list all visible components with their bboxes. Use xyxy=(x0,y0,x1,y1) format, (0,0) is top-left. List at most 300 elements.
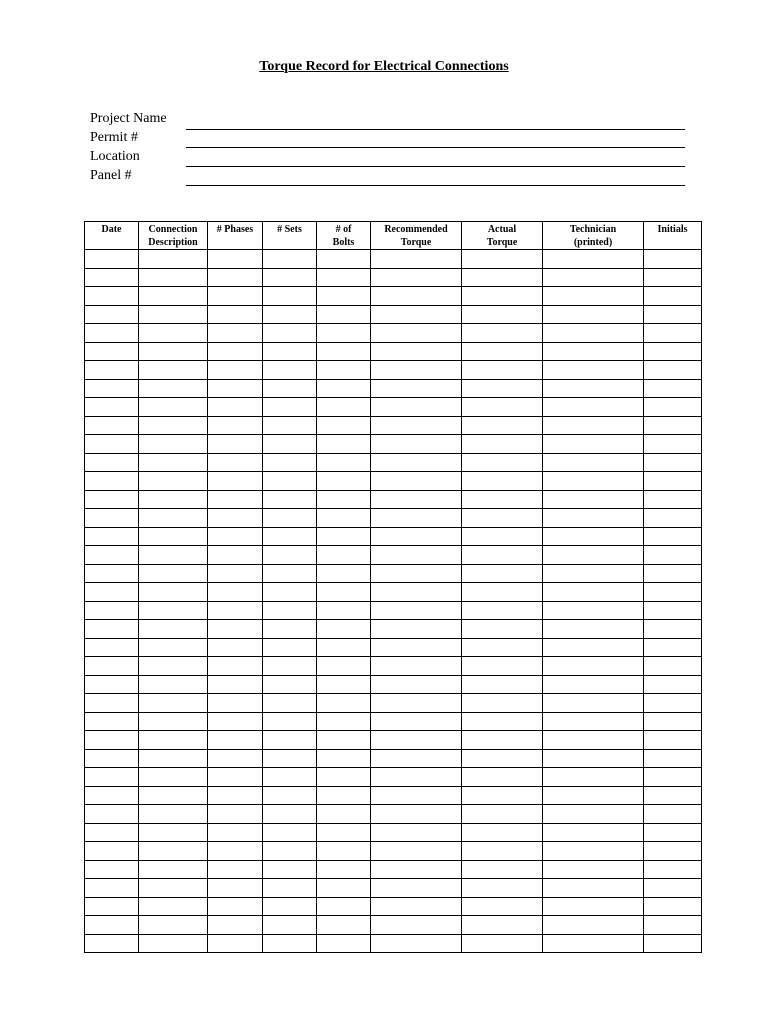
cell-initials[interactable] xyxy=(644,250,702,269)
cell-date[interactable] xyxy=(85,897,139,916)
cell-technician[interactable] xyxy=(543,583,644,602)
cell-bolts[interactable] xyxy=(317,398,371,417)
cell-technician[interactable] xyxy=(543,786,644,805)
cell-bolts[interactable] xyxy=(317,453,371,472)
cell-sets[interactable] xyxy=(263,657,317,676)
cell-actual-torque[interactable] xyxy=(462,879,543,898)
cell-actual-torque[interactable] xyxy=(462,287,543,306)
cell-date[interactable] xyxy=(85,805,139,824)
cell-bolts[interactable] xyxy=(317,324,371,343)
cell-technician[interactable] xyxy=(543,435,644,454)
cell-phases[interactable] xyxy=(208,416,263,435)
cell-actual-torque[interactable] xyxy=(462,324,543,343)
cell-sets[interactable] xyxy=(263,712,317,731)
panel-input-line[interactable] xyxy=(186,185,685,186)
cell-connection-description[interactable] xyxy=(139,786,208,805)
cell-phases[interactable] xyxy=(208,472,263,491)
cell-initials[interactable] xyxy=(644,305,702,324)
cell-actual-torque[interactable] xyxy=(462,934,543,953)
cell-technician[interactable] xyxy=(543,768,644,787)
cell-connection-description[interactable] xyxy=(139,694,208,713)
cell-actual-torque[interactable] xyxy=(462,250,543,269)
cell-phases[interactable] xyxy=(208,527,263,546)
cell-phases[interactable] xyxy=(208,490,263,509)
cell-bolts[interactable] xyxy=(317,472,371,491)
cell-phases[interactable] xyxy=(208,879,263,898)
cell-connection-description[interactable] xyxy=(139,823,208,842)
cell-date[interactable] xyxy=(85,342,139,361)
cell-sets[interactable] xyxy=(263,675,317,694)
cell-phases[interactable] xyxy=(208,675,263,694)
cell-technician[interactable] xyxy=(543,749,644,768)
cell-date[interactable] xyxy=(85,694,139,713)
cell-sets[interactable] xyxy=(263,731,317,750)
cell-sets[interactable] xyxy=(263,638,317,657)
cell-connection-description[interactable] xyxy=(139,749,208,768)
cell-initials[interactable] xyxy=(644,638,702,657)
cell-actual-torque[interactable] xyxy=(462,546,543,565)
cell-initials[interactable] xyxy=(644,527,702,546)
cell-bolts[interactable] xyxy=(317,916,371,935)
cell-sets[interactable] xyxy=(263,268,317,287)
cell-sets[interactable] xyxy=(263,823,317,842)
cell-actual-torque[interactable] xyxy=(462,712,543,731)
cell-date[interactable] xyxy=(85,583,139,602)
cell-technician[interactable] xyxy=(543,546,644,565)
cell-technician[interactable] xyxy=(543,842,644,861)
cell-bolts[interactable] xyxy=(317,657,371,676)
cell-sets[interactable] xyxy=(263,601,317,620)
cell-technician[interactable] xyxy=(543,490,644,509)
cell-phases[interactable] xyxy=(208,694,263,713)
cell-bolts[interactable] xyxy=(317,620,371,639)
cell-initials[interactable] xyxy=(644,694,702,713)
cell-recommended-torque[interactable] xyxy=(371,527,462,546)
cell-bolts[interactable] xyxy=(317,527,371,546)
cell-bolts[interactable] xyxy=(317,435,371,454)
cell-recommended-torque[interactable] xyxy=(371,749,462,768)
cell-sets[interactable] xyxy=(263,564,317,583)
cell-initials[interactable] xyxy=(644,416,702,435)
cell-actual-torque[interactable] xyxy=(462,453,543,472)
cell-technician[interactable] xyxy=(543,564,644,583)
cell-initials[interactable] xyxy=(644,786,702,805)
cell-connection-description[interactable] xyxy=(139,546,208,565)
cell-connection-description[interactable] xyxy=(139,620,208,639)
cell-actual-torque[interactable] xyxy=(462,601,543,620)
cell-recommended-torque[interactable] xyxy=(371,305,462,324)
cell-recommended-torque[interactable] xyxy=(371,860,462,879)
cell-sets[interactable] xyxy=(263,768,317,787)
cell-date[interactable] xyxy=(85,305,139,324)
cell-recommended-torque[interactable] xyxy=(371,472,462,491)
cell-sets[interactable] xyxy=(263,342,317,361)
cell-sets[interactable] xyxy=(263,472,317,491)
cell-recommended-torque[interactable] xyxy=(371,324,462,343)
cell-recommended-torque[interactable] xyxy=(371,786,462,805)
cell-initials[interactable] xyxy=(644,268,702,287)
cell-recommended-torque[interactable] xyxy=(371,934,462,953)
cell-connection-description[interactable] xyxy=(139,379,208,398)
cell-actual-torque[interactable] xyxy=(462,805,543,824)
cell-date[interactable] xyxy=(85,823,139,842)
cell-technician[interactable] xyxy=(543,712,644,731)
cell-technician[interactable] xyxy=(543,897,644,916)
cell-initials[interactable] xyxy=(644,712,702,731)
cell-technician[interactable] xyxy=(543,860,644,879)
cell-sets[interactable] xyxy=(263,934,317,953)
cell-sets[interactable] xyxy=(263,379,317,398)
cell-actual-torque[interactable] xyxy=(462,268,543,287)
cell-sets[interactable] xyxy=(263,749,317,768)
cell-phases[interactable] xyxy=(208,583,263,602)
cell-phases[interactable] xyxy=(208,934,263,953)
cell-bolts[interactable] xyxy=(317,490,371,509)
cell-actual-torque[interactable] xyxy=(462,675,543,694)
cell-actual-torque[interactable] xyxy=(462,694,543,713)
cell-initials[interactable] xyxy=(644,934,702,953)
cell-date[interactable] xyxy=(85,638,139,657)
cell-phases[interactable] xyxy=(208,805,263,824)
cell-date[interactable] xyxy=(85,435,139,454)
cell-recommended-torque[interactable] xyxy=(371,435,462,454)
cell-recommended-torque[interactable] xyxy=(371,675,462,694)
cell-actual-torque[interactable] xyxy=(462,472,543,491)
cell-technician[interactable] xyxy=(543,934,644,953)
cell-bolts[interactable] xyxy=(317,823,371,842)
cell-bolts[interactable] xyxy=(317,361,371,380)
cell-initials[interactable] xyxy=(644,490,702,509)
cell-connection-description[interactable] xyxy=(139,564,208,583)
cell-date[interactable] xyxy=(85,324,139,343)
cell-actual-torque[interactable] xyxy=(462,583,543,602)
cell-date[interactable] xyxy=(85,601,139,620)
cell-bolts[interactable] xyxy=(317,879,371,898)
cell-bolts[interactable] xyxy=(317,749,371,768)
cell-sets[interactable] xyxy=(263,786,317,805)
cell-phases[interactable] xyxy=(208,768,263,787)
cell-phases[interactable] xyxy=(208,749,263,768)
cell-technician[interactable] xyxy=(543,823,644,842)
cell-connection-description[interactable] xyxy=(139,805,208,824)
cell-date[interactable] xyxy=(85,527,139,546)
cell-technician[interactable] xyxy=(543,472,644,491)
cell-date[interactable] xyxy=(85,657,139,676)
cell-date[interactable] xyxy=(85,860,139,879)
cell-actual-torque[interactable] xyxy=(462,657,543,676)
cell-initials[interactable] xyxy=(644,435,702,454)
cell-connection-description[interactable] xyxy=(139,638,208,657)
cell-initials[interactable] xyxy=(644,601,702,620)
cell-connection-description[interactable] xyxy=(139,509,208,528)
cell-phases[interactable] xyxy=(208,786,263,805)
cell-actual-torque[interactable] xyxy=(462,509,543,528)
cell-connection-description[interactable] xyxy=(139,934,208,953)
cell-phases[interactable] xyxy=(208,268,263,287)
cell-recommended-torque[interactable] xyxy=(371,379,462,398)
cell-sets[interactable] xyxy=(263,879,317,898)
cell-initials[interactable] xyxy=(644,342,702,361)
cell-date[interactable] xyxy=(85,361,139,380)
cell-initials[interactable] xyxy=(644,675,702,694)
cell-phases[interactable] xyxy=(208,287,263,306)
cell-actual-torque[interactable] xyxy=(462,398,543,417)
cell-sets[interactable] xyxy=(263,361,317,380)
cell-connection-description[interactable] xyxy=(139,657,208,676)
cell-actual-torque[interactable] xyxy=(462,435,543,454)
cell-sets[interactable] xyxy=(263,416,317,435)
cell-technician[interactable] xyxy=(543,694,644,713)
cell-date[interactable] xyxy=(85,490,139,509)
cell-date[interactable] xyxy=(85,934,139,953)
cell-sets[interactable] xyxy=(263,860,317,879)
cell-connection-description[interactable] xyxy=(139,916,208,935)
cell-recommended-torque[interactable] xyxy=(371,916,462,935)
cell-bolts[interactable] xyxy=(317,638,371,657)
cell-phases[interactable] xyxy=(208,638,263,657)
cell-initials[interactable] xyxy=(644,324,702,343)
cell-initials[interactable] xyxy=(644,916,702,935)
cell-connection-description[interactable] xyxy=(139,768,208,787)
cell-actual-torque[interactable] xyxy=(462,916,543,935)
cell-actual-torque[interactable] xyxy=(462,361,543,380)
cell-phases[interactable] xyxy=(208,657,263,676)
cell-initials[interactable] xyxy=(644,823,702,842)
cell-bolts[interactable] xyxy=(317,768,371,787)
cell-recommended-torque[interactable] xyxy=(371,712,462,731)
cell-date[interactable] xyxy=(85,453,139,472)
cell-technician[interactable] xyxy=(543,287,644,306)
cell-actual-torque[interactable] xyxy=(462,768,543,787)
cell-sets[interactable] xyxy=(263,694,317,713)
cell-technician[interactable] xyxy=(543,638,644,657)
cell-initials[interactable] xyxy=(644,731,702,750)
cell-phases[interactable] xyxy=(208,842,263,861)
cell-technician[interactable] xyxy=(543,453,644,472)
cell-actual-torque[interactable] xyxy=(462,897,543,916)
cell-connection-description[interactable] xyxy=(139,472,208,491)
cell-recommended-torque[interactable] xyxy=(371,564,462,583)
cell-date[interactable] xyxy=(85,749,139,768)
cell-recommended-torque[interactable] xyxy=(371,805,462,824)
cell-connection-description[interactable] xyxy=(139,897,208,916)
cell-initials[interactable] xyxy=(644,749,702,768)
cell-technician[interactable] xyxy=(543,324,644,343)
cell-bolts[interactable] xyxy=(317,546,371,565)
cell-date[interactable] xyxy=(85,842,139,861)
cell-connection-description[interactable] xyxy=(139,842,208,861)
cell-bolts[interactable] xyxy=(317,842,371,861)
cell-bolts[interactable] xyxy=(317,731,371,750)
cell-technician[interactable] xyxy=(543,268,644,287)
cell-recommended-torque[interactable] xyxy=(371,268,462,287)
cell-phases[interactable] xyxy=(208,916,263,935)
cell-bolts[interactable] xyxy=(317,583,371,602)
cell-technician[interactable] xyxy=(543,379,644,398)
cell-sets[interactable] xyxy=(263,435,317,454)
cell-technician[interactable] xyxy=(543,305,644,324)
cell-initials[interactable] xyxy=(644,287,702,306)
cell-sets[interactable] xyxy=(263,546,317,565)
cell-technician[interactable] xyxy=(543,620,644,639)
cell-recommended-torque[interactable] xyxy=(371,731,462,750)
cell-sets[interactable] xyxy=(263,620,317,639)
cell-phases[interactable] xyxy=(208,860,263,879)
cell-connection-description[interactable] xyxy=(139,731,208,750)
cell-recommended-torque[interactable] xyxy=(371,361,462,380)
cell-bolts[interactable] xyxy=(317,860,371,879)
cell-bolts[interactable] xyxy=(317,287,371,306)
cell-initials[interactable] xyxy=(644,879,702,898)
cell-sets[interactable] xyxy=(263,305,317,324)
cell-sets[interactable] xyxy=(263,527,317,546)
cell-sets[interactable] xyxy=(263,250,317,269)
cell-recommended-torque[interactable] xyxy=(371,287,462,306)
cell-technician[interactable] xyxy=(543,398,644,417)
cell-date[interactable] xyxy=(85,398,139,417)
cell-phases[interactable] xyxy=(208,453,263,472)
cell-bolts[interactable] xyxy=(317,675,371,694)
cell-technician[interactable] xyxy=(543,601,644,620)
cell-sets[interactable] xyxy=(263,324,317,343)
cell-initials[interactable] xyxy=(644,361,702,380)
cell-technician[interactable] xyxy=(543,416,644,435)
cell-date[interactable] xyxy=(85,379,139,398)
cell-bolts[interactable] xyxy=(317,509,371,528)
project-name-input-line[interactable] xyxy=(186,129,685,130)
cell-actual-torque[interactable] xyxy=(462,842,543,861)
cell-recommended-torque[interactable] xyxy=(371,398,462,417)
cell-initials[interactable] xyxy=(644,620,702,639)
cell-recommended-torque[interactable] xyxy=(371,842,462,861)
cell-date[interactable] xyxy=(85,287,139,306)
cell-phases[interactable] xyxy=(208,379,263,398)
cell-sets[interactable] xyxy=(263,805,317,824)
cell-bolts[interactable] xyxy=(317,897,371,916)
cell-sets[interactable] xyxy=(263,287,317,306)
cell-phases[interactable] xyxy=(208,620,263,639)
cell-actual-torque[interactable] xyxy=(462,379,543,398)
cell-technician[interactable] xyxy=(543,879,644,898)
cell-date[interactable] xyxy=(85,675,139,694)
cell-connection-description[interactable] xyxy=(139,324,208,343)
cell-technician[interactable] xyxy=(543,916,644,935)
cell-connection-description[interactable] xyxy=(139,435,208,454)
cell-recommended-torque[interactable] xyxy=(371,583,462,602)
cell-recommended-torque[interactable] xyxy=(371,879,462,898)
cell-connection-description[interactable] xyxy=(139,453,208,472)
cell-bolts[interactable] xyxy=(317,416,371,435)
cell-actual-torque[interactable] xyxy=(462,786,543,805)
cell-initials[interactable] xyxy=(644,768,702,787)
cell-actual-torque[interactable] xyxy=(462,490,543,509)
cell-recommended-torque[interactable] xyxy=(371,823,462,842)
cell-date[interactable] xyxy=(85,879,139,898)
cell-phases[interactable] xyxy=(208,398,263,417)
cell-connection-description[interactable] xyxy=(139,583,208,602)
cell-connection-description[interactable] xyxy=(139,268,208,287)
cell-initials[interactable] xyxy=(644,453,702,472)
cell-sets[interactable] xyxy=(263,916,317,935)
cell-initials[interactable] xyxy=(644,583,702,602)
cell-date[interactable] xyxy=(85,250,139,269)
cell-recommended-torque[interactable] xyxy=(371,601,462,620)
cell-sets[interactable] xyxy=(263,897,317,916)
cell-sets[interactable] xyxy=(263,842,317,861)
cell-phases[interactable] xyxy=(208,601,263,620)
cell-sets[interactable] xyxy=(263,490,317,509)
cell-sets[interactable] xyxy=(263,583,317,602)
cell-date[interactable] xyxy=(85,712,139,731)
cell-initials[interactable] xyxy=(644,657,702,676)
cell-actual-torque[interactable] xyxy=(462,564,543,583)
cell-connection-description[interactable] xyxy=(139,287,208,306)
cell-phases[interactable] xyxy=(208,305,263,324)
cell-initials[interactable] xyxy=(644,564,702,583)
cell-actual-torque[interactable] xyxy=(462,620,543,639)
cell-date[interactable] xyxy=(85,620,139,639)
cell-connection-description[interactable] xyxy=(139,712,208,731)
cell-recommended-torque[interactable] xyxy=(371,416,462,435)
cell-bolts[interactable] xyxy=(317,805,371,824)
cell-connection-description[interactable] xyxy=(139,675,208,694)
cell-actual-torque[interactable] xyxy=(462,860,543,879)
cell-connection-description[interactable] xyxy=(139,860,208,879)
cell-connection-description[interactable] xyxy=(139,527,208,546)
cell-actual-torque[interactable] xyxy=(462,749,543,768)
cell-recommended-torque[interactable] xyxy=(371,342,462,361)
cell-recommended-torque[interactable] xyxy=(371,509,462,528)
cell-technician[interactable] xyxy=(543,805,644,824)
cell-date[interactable] xyxy=(85,731,139,750)
cell-recommended-torque[interactable] xyxy=(371,638,462,657)
cell-sets[interactable] xyxy=(263,398,317,417)
cell-connection-description[interactable] xyxy=(139,601,208,620)
location-input-line[interactable] xyxy=(186,166,685,167)
cell-initials[interactable] xyxy=(644,860,702,879)
cell-recommended-torque[interactable] xyxy=(371,620,462,639)
cell-initials[interactable] xyxy=(644,472,702,491)
cell-actual-torque[interactable] xyxy=(462,305,543,324)
cell-recommended-torque[interactable] xyxy=(371,657,462,676)
cell-recommended-torque[interactable] xyxy=(371,694,462,713)
cell-technician[interactable] xyxy=(543,250,644,269)
cell-actual-torque[interactable] xyxy=(462,731,543,750)
cell-phases[interactable] xyxy=(208,712,263,731)
cell-connection-description[interactable] xyxy=(139,305,208,324)
cell-bolts[interactable] xyxy=(317,268,371,287)
cell-phases[interactable] xyxy=(208,342,263,361)
cell-recommended-torque[interactable] xyxy=(371,897,462,916)
cell-connection-description[interactable] xyxy=(139,342,208,361)
cell-phases[interactable] xyxy=(208,823,263,842)
cell-phases[interactable] xyxy=(208,731,263,750)
cell-technician[interactable] xyxy=(543,361,644,380)
cell-connection-description[interactable] xyxy=(139,250,208,269)
cell-phases[interactable] xyxy=(208,361,263,380)
cell-sets[interactable] xyxy=(263,509,317,528)
cell-technician[interactable] xyxy=(543,509,644,528)
cell-bolts[interactable] xyxy=(317,601,371,620)
cell-bolts[interactable] xyxy=(317,379,371,398)
cell-initials[interactable] xyxy=(644,805,702,824)
cell-actual-torque[interactable] xyxy=(462,638,543,657)
cell-connection-description[interactable] xyxy=(139,879,208,898)
cell-connection-description[interactable] xyxy=(139,416,208,435)
cell-initials[interactable] xyxy=(644,379,702,398)
cell-initials[interactable] xyxy=(644,897,702,916)
cell-bolts[interactable] xyxy=(317,934,371,953)
